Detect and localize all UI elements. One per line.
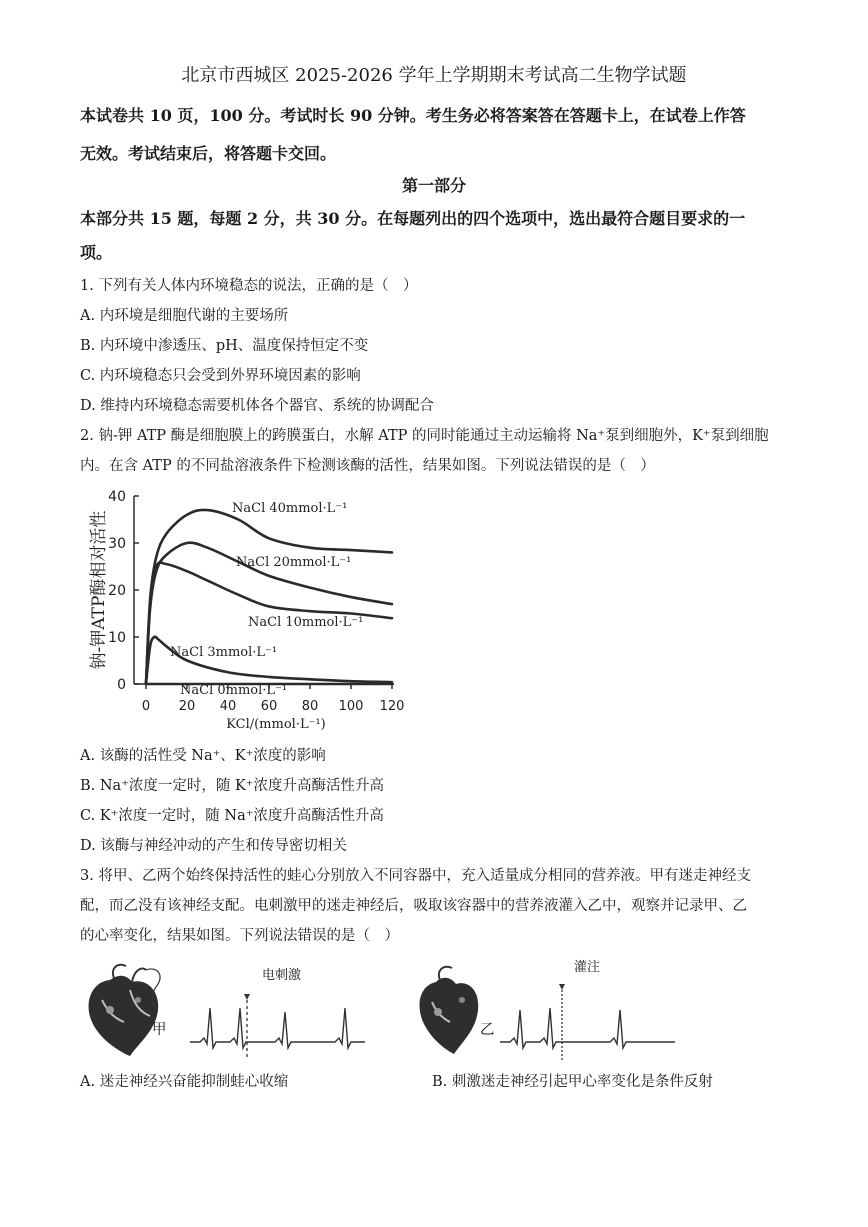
series-line: [146, 637, 392, 684]
exam-intro-line1: 本试卷共 10 页，100 分。考试时长 90 分钟。考生务必将答案答在答题卡上，在试卷上作答: [80, 106, 746, 125]
frog-heart-b-illustration: [410, 960, 490, 1060]
series-label: NaCl 0mmol·L⁻¹: [180, 683, 288, 698]
series-label: NaCl 40mmol·L⁻¹: [232, 501, 348, 516]
perfusion-label: 灌注: [574, 960, 601, 975]
q1-option-d: D. 维持内环境稳态需要机体各个器官、系统的协调配合: [80, 398, 434, 414]
y-axis-title: 钠-钾ATP酶相对活性: [89, 510, 109, 670]
q2-stem-line1: 2. 钠-钾 ATP 酶是细胞膜上的跨膜蛋白，水解 ATP 的同时能通过主动运输将 Na⁺泵到细胞外，K⁺泵到细胞: [80, 428, 769, 444]
q3-stem-line2: 配，而乙没有该神经支配。电刺激甲的迷走神经后，吸取该容器中的营养液灌入乙中，观察并记录甲、乙: [80, 898, 747, 914]
x-tick-label: 0: [141, 699, 151, 714]
frog-heart-a-illustration: [80, 960, 170, 1060]
q3-stem-line1: 3. 将甲、乙两个始终保持活性的蛙心分别放入不同容器中，充入适量成分相同的营养液。甲有迷走神经支: [80, 868, 751, 884]
series-label: NaCl 3mmol·L⁻¹: [170, 645, 278, 660]
exam-intro-line2: 无效。考试结束后，将答题卡交回。: [80, 144, 337, 163]
heart-a-label: 甲: [152, 1022, 167, 1038]
exam-title: 北京市西城区 2025-2026 学年上学期期末考试高二生物学试题: [181, 65, 687, 86]
part1-instructions-line2: 项。: [80, 243, 113, 262]
x-tick-label: 80: [301, 699, 319, 714]
q1-stem: 1. 下列有关人体内环境稳态的说法，正确的是（ ）: [80, 278, 418, 294]
series-line: [146, 563, 392, 684]
x-tick-label: 60: [260, 699, 278, 714]
electrical-stimulation-label: 电刺激: [262, 968, 302, 983]
q3-option-b: B. 刺激迷走神经引起甲心率变化是条件反射: [432, 1074, 713, 1090]
x-tick-label: 40: [219, 699, 237, 714]
series-line: [146, 510, 392, 684]
y-tick-label: 0: [117, 677, 126, 693]
x-tick-label: 120: [379, 699, 405, 714]
q2-stem-line2: 内。在含 ATP 的不同盐溶液条件下检测该酶的活性，结果如图。下列说法错误的是（ ）: [80, 458, 655, 474]
q2-option-a: A. 该酶的活性受 Na⁺、K⁺浓度的影响: [80, 748, 326, 764]
q3-stem-line3: 的心率变化，结果如图。下列说法错误的是（ ）: [80, 928, 399, 944]
part1-instructions-line1: 本部分共 15 题，每题 2 分，共 30 分。在每题列出的四个选项中，选出最符合题目要求的一: [80, 209, 746, 228]
x-axis-title: KCl/(mmol·L⁻¹): [226, 717, 326, 732]
x-tick-label: 100: [338, 699, 364, 714]
q3-option-a: A. 迷走神经兴奋能抑制蛙心收缩: [80, 1074, 289, 1090]
q2-option-c: C. K⁺浓度一定时，随 Na⁺浓度升高酶活性升高: [80, 808, 384, 824]
series-label: NaCl 10mmol·L⁻¹: [248, 615, 364, 630]
ecg-trace-heart-b: [500, 1000, 680, 1060]
q1-option-c: C. 内环境稳态只会受到外界环境因素的影响: [80, 368, 361, 384]
q1-option-b: B. 内环境中渗透压、pH、温度保持恒定不变: [80, 338, 369, 354]
q2-option-d: D. 该酶与神经冲动的产生和传导密切相关: [80, 838, 347, 854]
y-tick-label: 40: [108, 489, 126, 505]
part1-heading: 第一部分: [401, 176, 466, 195]
series-line: [146, 543, 392, 684]
y-tick-label: 10: [108, 630, 126, 646]
heart-b-label: 乙: [480, 1022, 495, 1038]
y-tick-label: 20: [108, 583, 126, 599]
series-label: NaCl 20mmol·L⁻¹: [236, 555, 352, 570]
q2-option-b: B. Na⁺浓度一定时，随 K⁺浓度升高酶活性升高: [80, 778, 384, 794]
ecg-trace-heart-a: [190, 1000, 370, 1060]
x-tick-label: 20: [178, 699, 196, 714]
q1-option-a: A. 内环境是细胞代谢的主要场所: [80, 308, 289, 324]
y-tick-label: 30: [108, 536, 126, 552]
